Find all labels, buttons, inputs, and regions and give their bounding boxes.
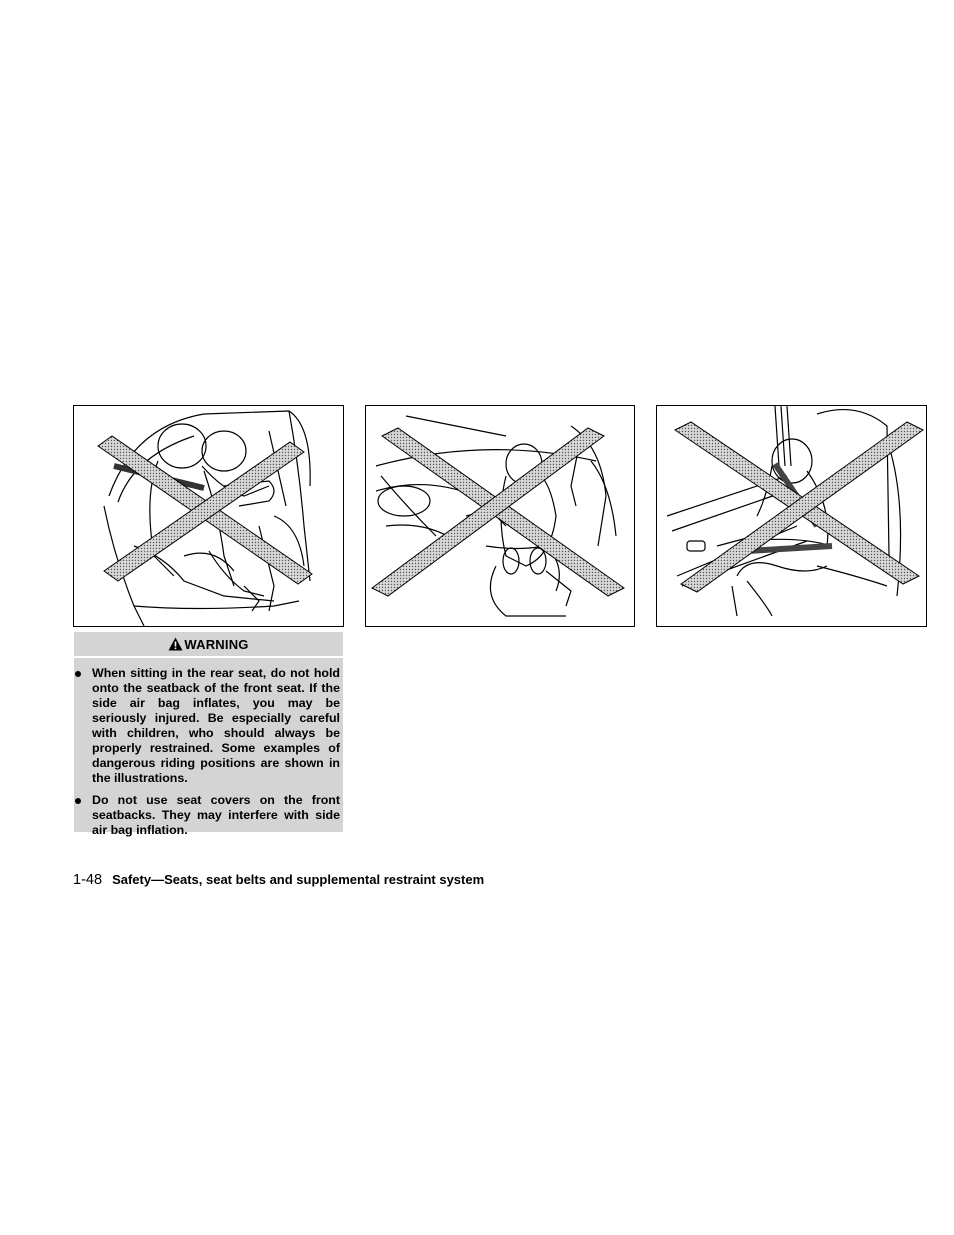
page-number: 1-48 xyxy=(73,872,103,888)
section-title: Safety—Seats, seat belts and supplemental restraint system xyxy=(112,872,485,887)
bullet-icon xyxy=(75,798,81,804)
illustration-front-passenger-dashboard xyxy=(365,405,635,627)
illustration-passenger-against-door xyxy=(656,405,927,627)
warning-item xyxy=(92,793,340,838)
warning-title: WARNING xyxy=(184,636,249,652)
warning-header xyxy=(74,632,343,658)
warning-list xyxy=(74,658,343,838)
passenger-leaning-on-door-drawing xyxy=(657,406,926,626)
bullet-icon xyxy=(75,671,81,677)
warning-item-text: When sitting in the rear seat, do not hold onto the seatback of the front seat. If the side air bag inflates, you may be seriously injured. Be especially careful with children, who should always be properly restrained. Some examples of dangerous riding positions are shown in the illustrations. xyxy=(92,666,340,785)
passenger-leaning-dashboard-drawing xyxy=(366,406,634,626)
warning-triangle-icon xyxy=(168,637,183,651)
warning-item-text: Do not use seat covers on the front seatbacks. They may interfere with side air bag inflation. xyxy=(92,793,340,837)
page-footer xyxy=(73,872,484,888)
rear-seat-holding-seatback-drawing xyxy=(74,406,343,626)
warning-item xyxy=(92,666,340,786)
illustration-rear-seat-child xyxy=(73,405,344,627)
warning-box xyxy=(74,632,343,837)
